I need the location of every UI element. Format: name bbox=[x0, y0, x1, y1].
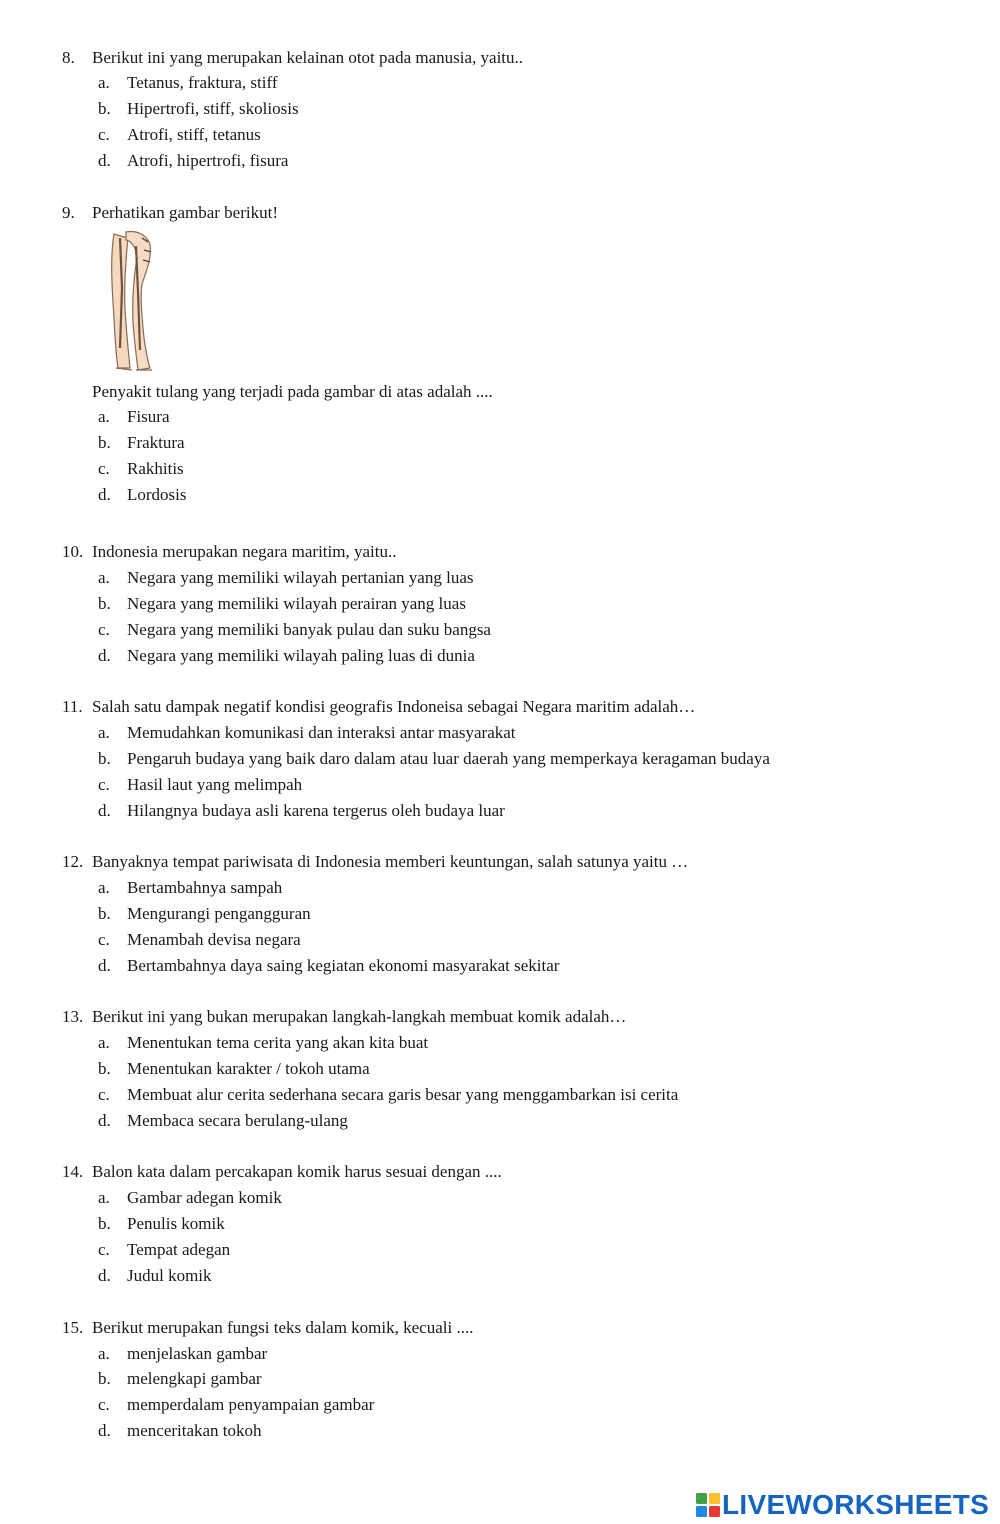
option-c[interactable] bbox=[98, 459, 184, 479]
option-text: Rakhitis bbox=[127, 459, 184, 478]
option-text: Judul komik bbox=[127, 1266, 212, 1285]
option-letter: c. bbox=[98, 1395, 110, 1414]
option-c[interactable] bbox=[98, 930, 301, 950]
question-stem bbox=[62, 852, 688, 872]
option-d[interactable] bbox=[98, 151, 288, 171]
option-letter: a. bbox=[98, 73, 110, 92]
option-text: Menambah devisa negara bbox=[127, 930, 301, 949]
option-d[interactable] bbox=[98, 1266, 212, 1286]
option-text: Hilangnya budaya asli karena tergerus oleh budaya luar bbox=[127, 801, 505, 820]
question-stem bbox=[62, 1318, 473, 1338]
question-text: Salah satu dampak negatif kondisi geografis Indoneisa sebagai Negara maritim adalah… bbox=[92, 697, 696, 716]
option-text: Tetanus, fraktura, stiff bbox=[127, 73, 278, 92]
option-text: Gambar adegan komik bbox=[127, 1188, 282, 1207]
question-stem bbox=[62, 542, 396, 562]
option-text: menceritakan tokoh bbox=[127, 1421, 262, 1440]
leg-bone-illustration bbox=[106, 228, 158, 374]
option-a[interactable] bbox=[98, 73, 278, 93]
option-c[interactable] bbox=[98, 1240, 230, 1260]
option-letter: c. bbox=[98, 1085, 110, 1104]
option-text: Membuat alur cerita sederhana secara garis besar yang menggambarkan isi cerita bbox=[127, 1085, 679, 1104]
option-a[interactable] bbox=[98, 407, 170, 427]
option-b[interactable] bbox=[98, 433, 185, 453]
question-number: 9. bbox=[62, 203, 75, 222]
option-letter: d. bbox=[98, 1111, 111, 1130]
option-letter: c. bbox=[98, 930, 110, 949]
option-d[interactable] bbox=[98, 956, 559, 976]
question-number: 14. bbox=[62, 1162, 84, 1181]
liveworksheets-logo[interactable] bbox=[696, 1488, 989, 1522]
question-number: 10. bbox=[62, 542, 84, 561]
option-text: Negara yang memiliki wilayah paling luas di dunia bbox=[127, 646, 475, 665]
option-letter: b. bbox=[98, 433, 111, 452]
option-letter: a. bbox=[98, 878, 110, 897]
question-number: 12. bbox=[62, 852, 84, 871]
option-a[interactable] bbox=[98, 1033, 428, 1053]
question-stem bbox=[62, 203, 278, 223]
option-text: Membaca secara berulang-ulang bbox=[127, 1111, 348, 1130]
option-letter: b. bbox=[98, 904, 111, 923]
option-text: Atrofi, hipertrofi, fisura bbox=[127, 151, 289, 170]
option-text: Lordosis bbox=[127, 485, 187, 504]
option-b[interactable] bbox=[98, 99, 299, 119]
option-letter: d. bbox=[98, 151, 111, 170]
question-prompt: Penyakit tulang yang terjadi pada gambar di atas adalah .... bbox=[92, 382, 493, 401]
option-d[interactable] bbox=[98, 801, 505, 821]
option-letter: a. bbox=[98, 407, 110, 426]
option-text: Memudahkan komunikasi dan interaksi antar masyarakat bbox=[127, 723, 516, 742]
option-letter: c. bbox=[98, 125, 110, 144]
option-letter: d. bbox=[98, 485, 111, 504]
option-text: Tempat adegan bbox=[127, 1240, 231, 1259]
option-text: Negara yang memiliki banyak pulau dan suku bangsa bbox=[127, 620, 491, 639]
question-number: 13. bbox=[62, 1007, 84, 1026]
option-text: melengkapi gambar bbox=[127, 1369, 262, 1388]
question-number: 8. bbox=[62, 48, 75, 67]
option-c[interactable] bbox=[98, 775, 302, 795]
brand-name: LIVEWORKSHEETS bbox=[722, 1489, 990, 1520]
question-stem bbox=[62, 1007, 626, 1027]
question-stem bbox=[62, 1162, 502, 1182]
option-letter: b. bbox=[98, 1059, 111, 1078]
option-text: Bertambahnya sampah bbox=[127, 878, 283, 897]
option-letter: b. bbox=[98, 1214, 111, 1233]
option-d[interactable] bbox=[98, 485, 187, 505]
option-a[interactable] bbox=[98, 1344, 267, 1364]
option-text: Hasil laut yang melimpah bbox=[127, 775, 303, 794]
option-letter: b. bbox=[98, 749, 111, 768]
option-letter: d. bbox=[98, 646, 111, 665]
option-b[interactable] bbox=[98, 904, 311, 924]
option-a[interactable] bbox=[98, 723, 516, 743]
option-letter: b. bbox=[98, 99, 111, 118]
question-number: 11. bbox=[62, 697, 83, 716]
question-number: 15. bbox=[62, 1318, 84, 1337]
question-text: Berikut ini yang bukan merupakan langkah-langkah membuat komik adalah… bbox=[92, 1007, 627, 1026]
option-b[interactable] bbox=[98, 1059, 370, 1079]
option-text: Negara yang memiliki wilayah perairan yang luas bbox=[127, 594, 466, 613]
option-text: Menentukan karakter / tokoh utama bbox=[127, 1059, 370, 1078]
option-letter: c. bbox=[98, 620, 110, 639]
option-b[interactable] bbox=[98, 749, 770, 769]
question-stem bbox=[62, 697, 695, 717]
option-text: menjelaskan gambar bbox=[127, 1344, 268, 1363]
option-a[interactable] bbox=[98, 568, 474, 588]
option-b[interactable] bbox=[98, 1214, 225, 1234]
option-d[interactable] bbox=[98, 1111, 348, 1131]
option-letter: b. bbox=[98, 594, 111, 613]
question-text: Banyaknya tempat pariwisata di Indonesia memberi keuntungan, salah satunya yaitu … bbox=[92, 852, 689, 871]
question-text: Berikut ini yang merupakan kelainan otot pada manusia, yaitu.. bbox=[92, 48, 524, 67]
question-text: Berikut merupakan fungsi teks dalam komik, kecuali .... bbox=[92, 1318, 474, 1337]
option-text: Bertambahnya daya saing kegiatan ekonomi masyarakat sekitar bbox=[127, 956, 560, 975]
option-text: Pengaruh budaya yang baik daro dalam atau luar daerah yang memperkaya keragaman budaya bbox=[127, 749, 770, 768]
option-letter: c. bbox=[98, 775, 110, 794]
option-letter: d. bbox=[98, 956, 111, 975]
option-letter: a. bbox=[98, 1344, 110, 1363]
option-letter: d. bbox=[98, 801, 111, 820]
option-d[interactable] bbox=[98, 1421, 262, 1441]
option-letter: d. bbox=[98, 1421, 111, 1440]
option-text: Menentukan tema cerita yang akan kita buat bbox=[127, 1033, 429, 1052]
option-letter: b. bbox=[98, 1369, 111, 1388]
option-text: Penulis komik bbox=[127, 1214, 225, 1233]
option-letter: c. bbox=[98, 1240, 110, 1259]
option-text: Fisura bbox=[127, 407, 170, 426]
option-b[interactable] bbox=[98, 1369, 262, 1389]
option-a[interactable] bbox=[98, 1188, 282, 1208]
option-c[interactable] bbox=[98, 1085, 678, 1105]
question-stem bbox=[62, 48, 523, 68]
option-text: memperdalam penyampaian gambar bbox=[127, 1395, 375, 1414]
option-letter: a. bbox=[98, 1188, 110, 1207]
liveworksheets-logo-icon bbox=[696, 1493, 720, 1517]
option-c[interactable] bbox=[98, 1395, 374, 1415]
option-letter: c. bbox=[98, 459, 110, 478]
option-letter: a. bbox=[98, 1033, 110, 1052]
option-letter: a. bbox=[98, 568, 110, 587]
option-d[interactable] bbox=[98, 646, 475, 666]
option-b[interactable] bbox=[98, 594, 466, 614]
option-letter: a. bbox=[98, 723, 110, 742]
option-text: Negara yang memiliki wilayah pertanian yang luas bbox=[127, 568, 474, 587]
option-a[interactable] bbox=[98, 878, 282, 898]
option-c[interactable] bbox=[98, 620, 491, 640]
question-text: Balon kata dalam percakapan komik harus sesuai dengan .... bbox=[92, 1162, 502, 1181]
option-letter: d. bbox=[98, 1266, 111, 1285]
option-text: Fraktura bbox=[127, 433, 185, 452]
option-text: Mengurangi pengangguran bbox=[127, 904, 311, 923]
option-c[interactable] bbox=[98, 125, 261, 145]
question-text: Perhatikan gambar berikut! bbox=[92, 203, 278, 222]
option-text: Atrofi, stiff, tetanus bbox=[127, 125, 261, 144]
question-text: Indonesia merupakan negara maritim, yaitu.. bbox=[92, 542, 397, 561]
option-text: Hipertrofi, stiff, skoliosis bbox=[127, 99, 299, 118]
